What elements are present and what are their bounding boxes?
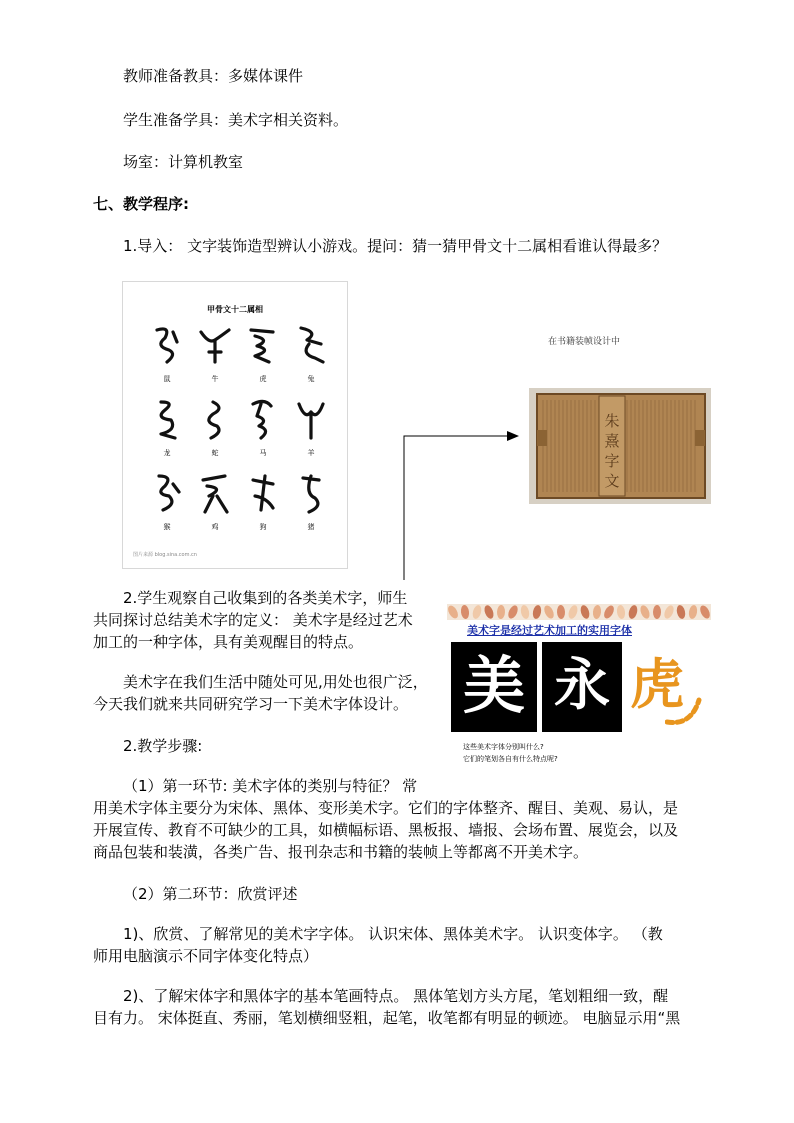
oracle-glyph-label: 猴 xyxy=(163,523,171,531)
art-title: 美术字是经过艺术加工的实用字体 xyxy=(467,624,632,637)
book-box-drawing xyxy=(529,388,711,504)
oracle-watermark: 图片来源 blog.sina.com.cn xyxy=(133,552,197,558)
line-steps: 2.教学步骤: xyxy=(123,737,203,755)
oracle-glyph-8 xyxy=(291,396,331,457)
oracle-glyph-label: 蛇 xyxy=(211,449,219,457)
line-step1-2: 用美术字体主要分为宋体、黑体、变形美术字。它们的字体整齐、醒目、美观、易认，是 xyxy=(93,799,679,817)
line-definition-2: 加工的一种字体，具有美观醒目的特点。 xyxy=(93,633,364,651)
oracle-glyph-drawing xyxy=(291,396,331,440)
connector-arrow xyxy=(395,425,525,585)
line-step1-3: 开展宣传、教育不可缺少的工具，如横幅标语、黑板报、墙报、会场布置、展览会，以及 xyxy=(93,821,679,839)
oracle-glyph-7 xyxy=(243,396,283,457)
art-char-yong: 永 xyxy=(542,642,622,732)
oracle-glyph-label: 鼠 xyxy=(163,375,171,383)
oracle-glyph-12 xyxy=(291,470,331,531)
art-word-image xyxy=(447,604,711,776)
oracle-glyph-11 xyxy=(243,470,283,531)
oracle-glyph-6 xyxy=(195,396,235,457)
oracle-glyph-drawing xyxy=(147,322,187,366)
oracle-glyph-5 xyxy=(147,396,187,457)
line-classroom: 场室：计算机教室 xyxy=(123,153,244,171)
oracle-glyph-drawing xyxy=(195,396,235,440)
line-student-tools: 学生准备学具：美术字相关资料。 xyxy=(123,111,349,129)
oracle-glyph-label: 猪 xyxy=(307,523,315,531)
oracle-glyph-drawing xyxy=(243,396,283,440)
oracle-glyph-label: 牛 xyxy=(211,375,219,383)
oracle-glyph-9 xyxy=(147,470,187,531)
book-spine-char-4: 文 xyxy=(604,472,620,490)
oracle-glyph-drawing xyxy=(195,322,235,366)
line-intro: 1.导入： 文字装饰造型辨认小游戏。提问：猜一猜甲骨文十二属相看谁认得最多？ xyxy=(123,237,668,255)
art-question-1: 这些美术字体分别叫什么? xyxy=(463,743,544,751)
art-question-2: 它们的笔划各自有什么特点呢? xyxy=(463,755,558,763)
oracle-glyph-drawing xyxy=(147,470,187,514)
oracle-glyph-drawing xyxy=(243,470,283,514)
oracle-glyph-label: 鸡 xyxy=(211,523,219,531)
line-appreciate-1: 1)、欣赏、了解常见的美术字字体。 认识宋体、黑体美术字。 认识变体字。 （教 xyxy=(123,925,663,943)
line-step2-title: （2）第二环节：欣赏评述 xyxy=(123,885,298,903)
tiger-tail-dashes xyxy=(665,692,709,728)
oracle-glyph-label: 兔 xyxy=(307,375,315,383)
oracle-glyph-drawing xyxy=(291,322,331,366)
book-binding-image xyxy=(529,388,711,504)
oracle-glyph-label: 虎 xyxy=(259,375,267,383)
line-strokes-1: 2)、了解宋体字和黑体字的基本笔画特点。 黑体笔划方头方尾，笔划粗细一致，醒 xyxy=(123,987,669,1005)
art-char-hu: 虎 xyxy=(630,652,684,716)
line-usage-1: 美术字在我们生活中随处可见,用处也很广泛， xyxy=(123,673,428,691)
oracle-bone-zodiac-image xyxy=(122,281,348,569)
line-definition-1: 共同探讨总结美术字的定义： 美术字是经过艺术 xyxy=(93,611,413,629)
oracle-glyph-drawing xyxy=(243,322,283,366)
line-usage-2: 今天我们就来共同研究学习一下美术字体设计。 xyxy=(93,695,409,713)
oracle-glyph-label: 龙 xyxy=(163,449,171,457)
line-step1-4: 商品包装和装潢，各类广告、报刊杂志和书籍的装帧上等都离不开美术字。 xyxy=(93,843,589,861)
oracle-glyph-label: 马 xyxy=(259,449,267,457)
oracle-glyph-drawing xyxy=(195,470,235,514)
section-heading-procedure: 七、教学程序: xyxy=(93,195,189,213)
oracle-title: 甲骨文十二属相 xyxy=(207,305,263,314)
book-spine-char-3: 字 xyxy=(604,452,620,470)
line-observe: 2.学生观察自己收集到的各类美术字，师生 xyxy=(123,589,408,607)
oracle-glyph-label: 狗 xyxy=(259,523,267,531)
oracle-glyph-drawing xyxy=(291,470,331,514)
line-step1-1: （1）第一环节: 美术字体的类别与特征？ 常 xyxy=(123,777,418,795)
book-spine-char-2: 熹 xyxy=(604,432,620,450)
book-spine-char-1: 朱 xyxy=(604,412,620,430)
art-char-mei: 美 xyxy=(451,642,537,732)
oracle-glyph-3 xyxy=(243,322,283,383)
oracle-glyph-1 xyxy=(147,322,187,383)
oracle-glyph-2 xyxy=(195,322,235,383)
line-strokes-2: 目有力。 宋体挺直、秀丽，笔划横细竖粗，起笔，收笔都有明显的顿迹。 电脑显示用“黑 xyxy=(93,1009,681,1027)
book-caption: 在书籍装帧设计中 xyxy=(548,337,621,347)
oracle-glyph-4 xyxy=(291,322,331,383)
art-decorative-border xyxy=(447,604,711,620)
oracle-glyph-label: 羊 xyxy=(307,449,315,457)
oracle-glyph-drawing xyxy=(147,396,187,440)
line-appreciate-2: 师用电脑演示不同字体变化特点） xyxy=(93,947,319,965)
line-teacher-tools: 教师准备教具：多媒体课件 xyxy=(123,67,304,85)
oracle-glyph-10 xyxy=(195,470,235,531)
